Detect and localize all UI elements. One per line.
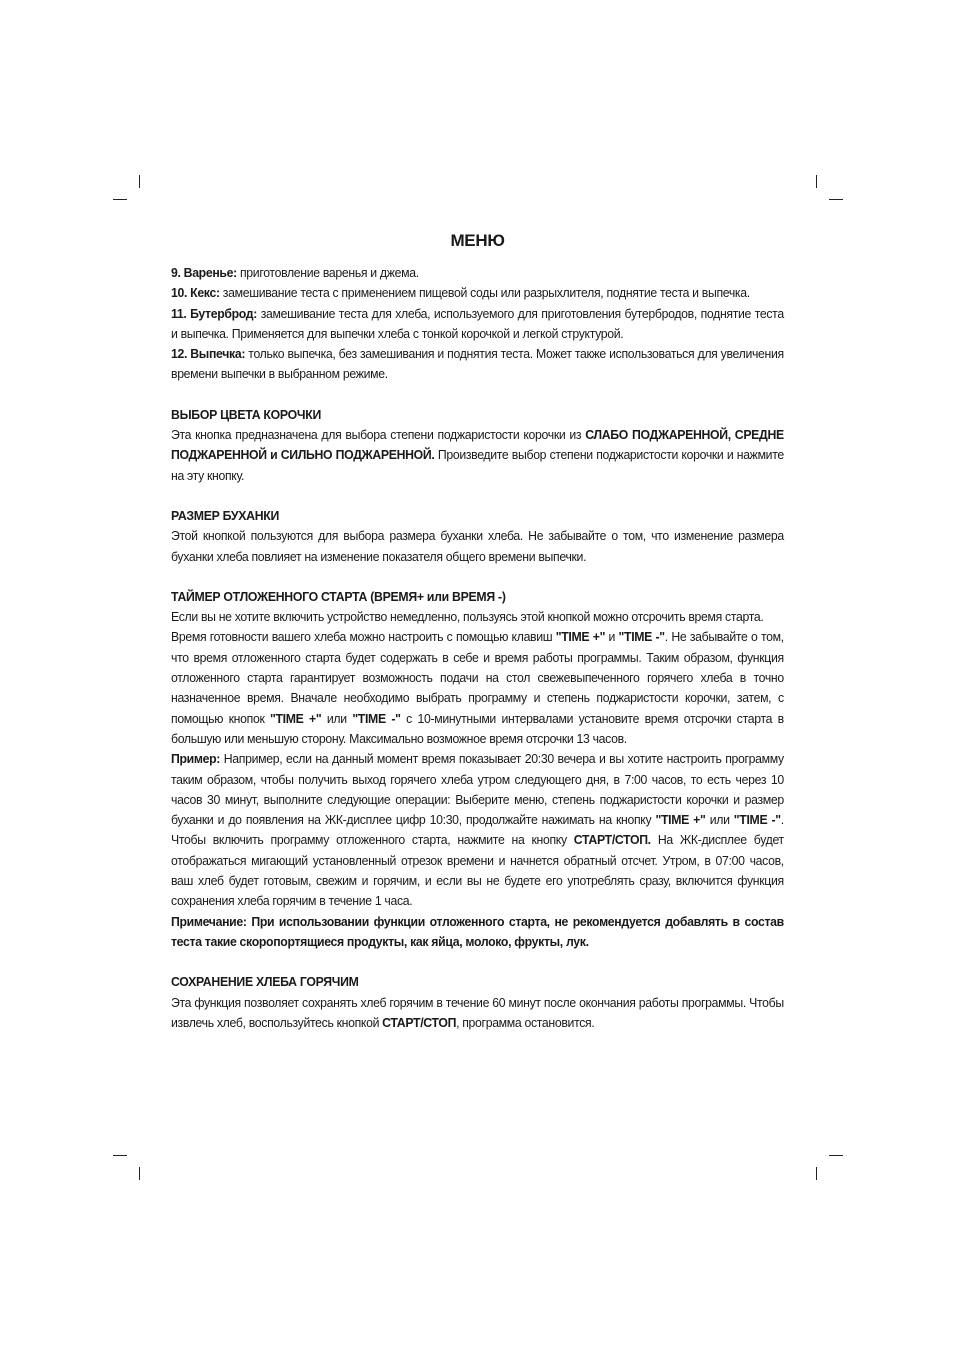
- menu-item-9: 9. Варенье: приготовление варенья и джема.: [171, 265, 419, 280]
- timer-paragraph-1: Если вы не хотите включить устройство немедленно, пользуясь этой кнопкой можно отсрочить время старта.: [171, 609, 764, 625]
- crop-mark: [113, 1155, 127, 1156]
- crop-mark: [829, 199, 843, 200]
- crop-mark: [816, 175, 817, 188]
- section-heading-timer: ТАЙМЕР ОТЛОЖЕННОГО СТАРТА (ВРЕМЯ+ или ВРЕМЯ -): [171, 588, 506, 604]
- timer-note: Примечание: При использовании функции отложенного старта, не рекомендуется добавлять в состав теста такие скоропортящиеся продукты, как яйца, молоко, фрукты, лук.: [171, 913, 784, 949]
- page-content: [171, 231, 784, 1033]
- timer-paragraph-2: Время готовности вашего хлеба можно настроить с помощью клавиш "TIME +" и "TIME -". Не забывайте о том, что время отложенного старта будет содержать в себе и время работы программы. Таким образом, функция отложенного старта гарантирует возможность подачи на стол свежевыпеченного горячего хлеба в точно назначенное время. Вначале необходимо выбрать программу и степень поджаристости корочки, затем, с помощью кнопок "TIME +" или "TIME -" с 10-минутными интервалами установите время отсрочки старта в большую или меньшую сторону. Максимально возможное время отсрочки 13 часов.: [171, 629, 784, 746]
- menu-item-11: 11. Бутерброд: замешивание теста для хлеба, используемого для приготовления бутербродов, поднятие теста и выпечка. Применяется для выпечки хлеба с тонкой корочкой и легкой структурой.: [171, 305, 784, 341]
- keepwarm-paragraph: Эта функция позволяет сохранять хлеб горячим в течение 60 минут после окончания работы программы. Чтобы извлечь хлеб, воспользуйтесь кнопкой СТАРТ/СТОП, программа остановится.: [171, 994, 784, 1030]
- section-heading-keepwarm: СОХРАНЕНИЕ ХЛЕБА ГОРЯЧИМ: [171, 974, 359, 990]
- crop-mark: [113, 199, 127, 200]
- crop-mark: [139, 1167, 140, 1180]
- section-heading-loaf: РАЗМЕР БУХАНКИ: [171, 507, 280, 523]
- crust-paragraph: Эта кнопка предназначена для выбора степени поджаристости корочки из СЛАБО ПОДЖАРЕННОЙ, СРЕДНЕ ПОДЖАРЕННОЙ и СИЛЬНО ПОДЖАРЕННОЙ. Произведите выбор степени поджаристости корочки и нажмите на эту кнопку.: [171, 427, 784, 483]
- menu-item-12: 12. Выпечка: только выпечка, без замешивания и поднятия теста. Может также использоваться для увеличения времени выпечки в выбранном режиме.: [171, 346, 784, 382]
- loaf-paragraph: Этой кнопкой пользуются для выбора размера буханки хлеба. Не забывайте о том, что изменение размера буханки хлеба повлияет на изменение показателя общего времени выпечки.: [171, 528, 784, 564]
- crop-mark: [829, 1155, 843, 1156]
- crop-mark: [139, 175, 140, 188]
- page-title: МЕНЮ: [450, 231, 505, 250]
- timer-example: Пример: Например, если на данный момент время показывает 20:30 вечера и вы хотите настроить программу таким образом, чтобы получить выход горячего хлеба утром следующего дня, в 7:00 часов, то есть через 10 часов 30 минут, выполните следующие операции: Выберите меню, степень поджаристости корочки и размер буханки и до появления на ЖК-дисплее цифр 10:30, продолжайте нажимать на кнопку "TIME +" или "TIME -". Чтобы включить программу отложенного старта, нажмите на кнопку СТАРТ/СТОП. На ЖК-дисплее будет отображаться мигающий установленный отрезок времени и начнется обратный отсчет. Утром, в 07:00 часов, ваш хлеб будет готовым, свежим и горячим, и если вы не будете его употреблять сразу, включится функция сохранения хлеба горячим в течение 1 часа.: [171, 751, 784, 909]
- crop-mark: [816, 1167, 817, 1180]
- section-heading-crust: ВЫБОР ЦВЕТА КОРОЧКИ: [171, 406, 321, 422]
- menu-item-10: 10. Кекс: замешивание теста с применением пищевой соды или разрыхлителя, поднятие теста и выпечка.: [171, 285, 750, 301]
